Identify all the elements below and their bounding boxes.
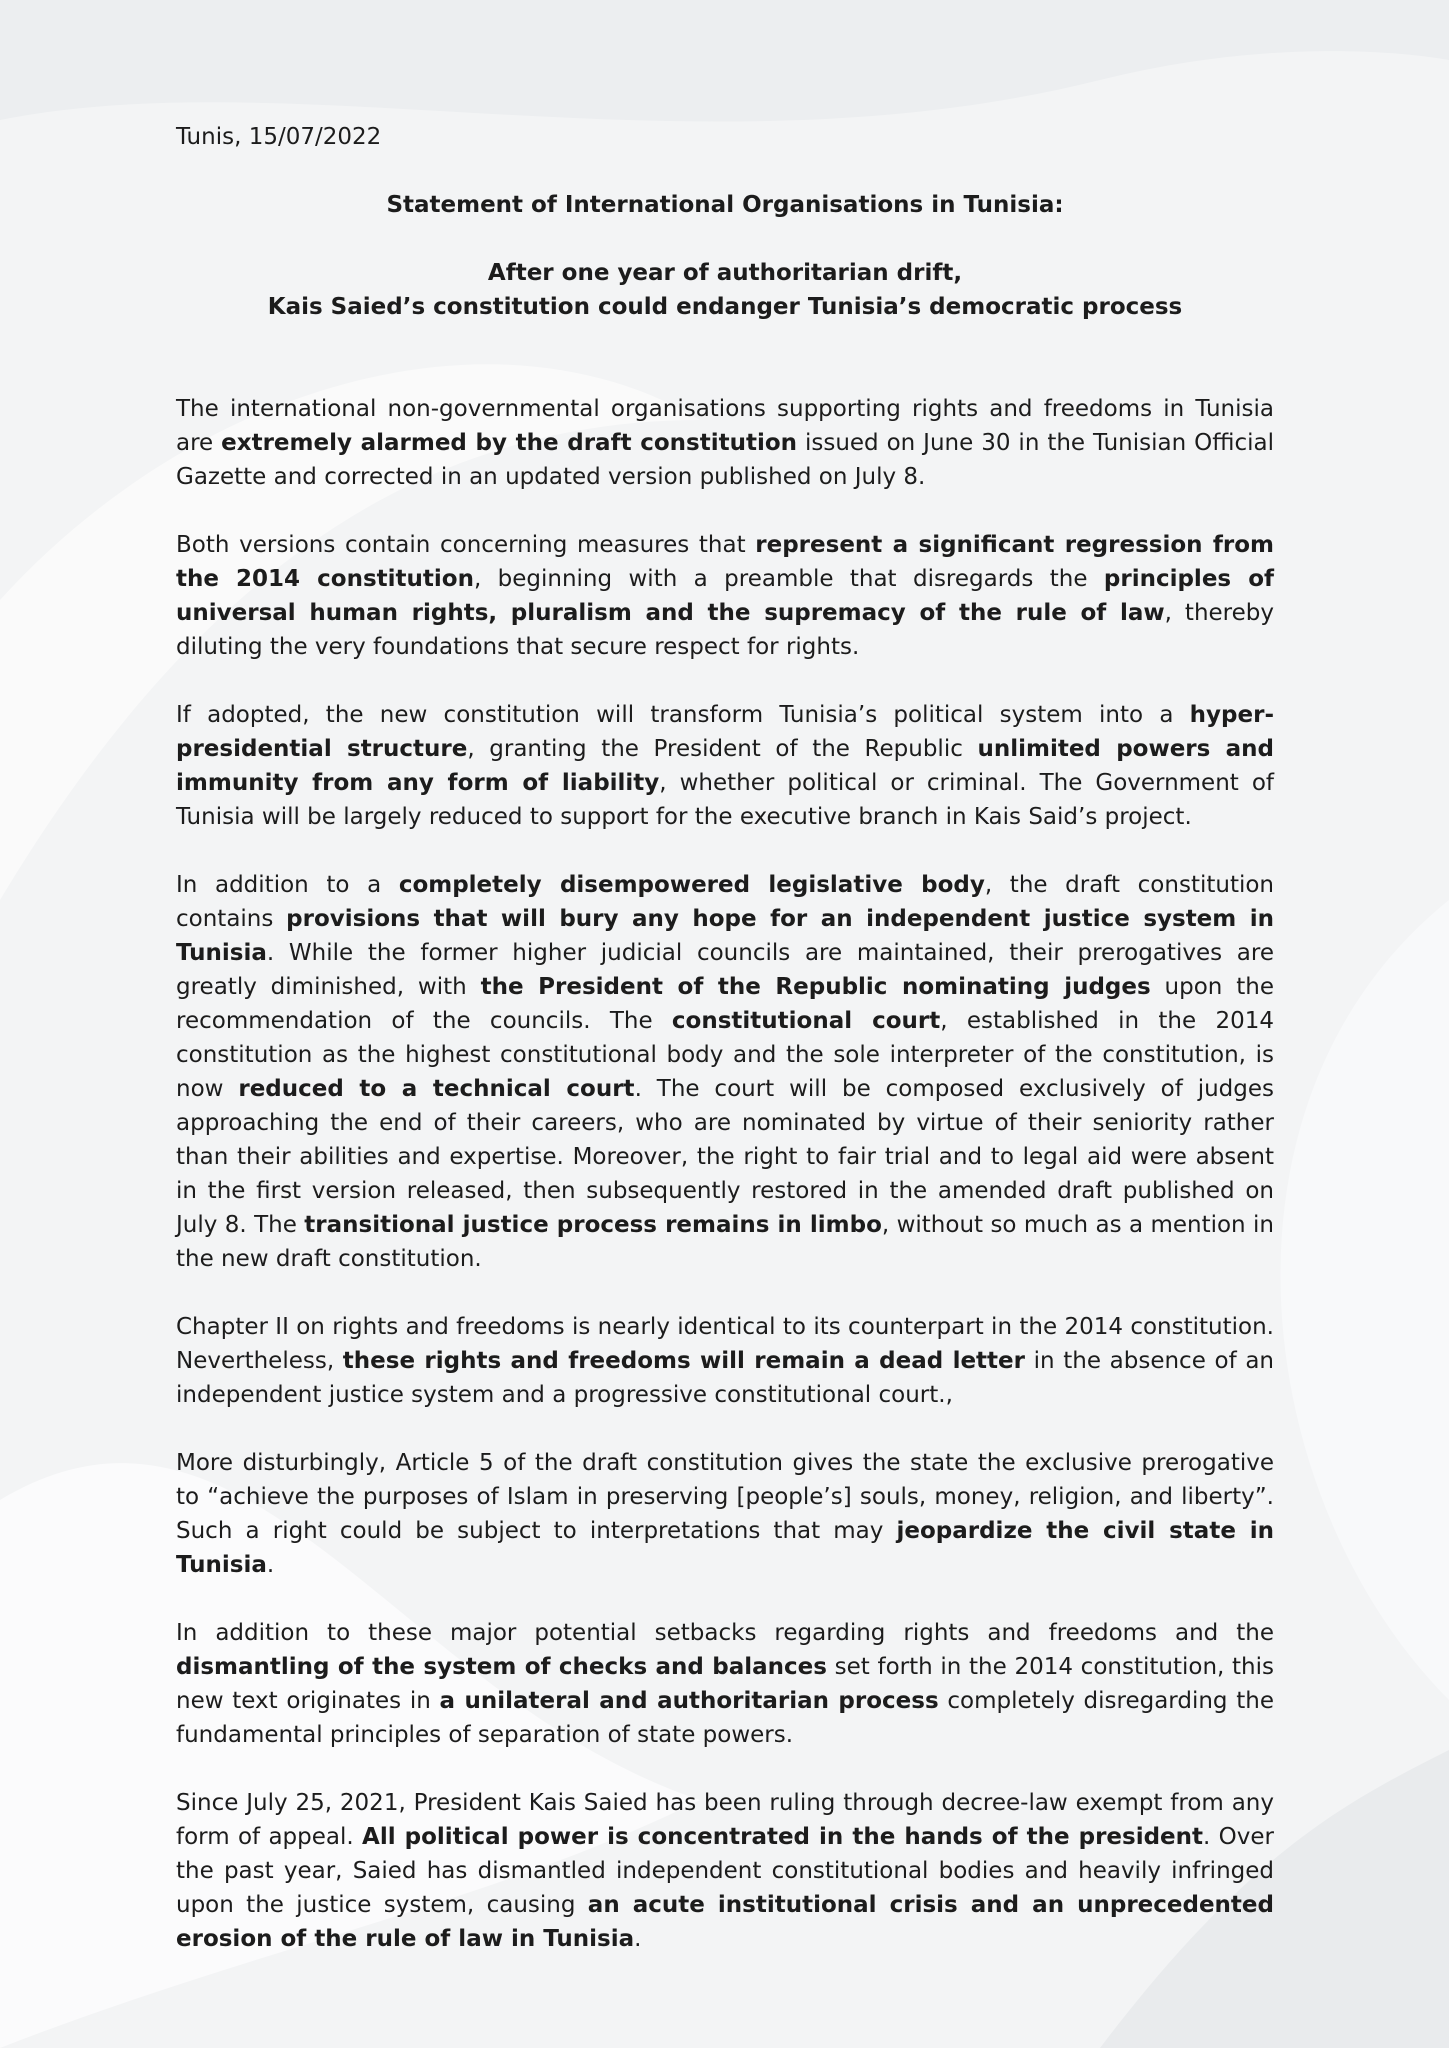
document-title: Statement of International Organisations in Tunisia: bbox=[386, 192, 1064, 218]
subtitle-line-2: Kais Saied’s constitution could endanger Tunisia’s democratic process bbox=[267, 294, 1183, 320]
body-text: If adopted, the new constitution will transform Tunisia’s political system into a bbox=[176, 702, 1190, 728]
emphasis-text: hyper-presidential structure bbox=[176, 702, 1274, 762]
emphasis-text: transitional justice process remains in limbo bbox=[304, 1212, 882, 1238]
subtitle-line-1: After one year of authoritarian drift, bbox=[487, 260, 963, 286]
body-text: , the draft constitution contains bbox=[176, 872, 1275, 932]
emphasis-text: unlimited powers and immunity from any form of liability bbox=[176, 736, 1274, 796]
body-text: . bbox=[266, 1552, 275, 1578]
paragraph bbox=[176, 392, 1274, 494]
body-text: , beginning with a preamble that disregards the bbox=[473, 566, 1104, 592]
paragraph bbox=[176, 1786, 1274, 1956]
emphasis-text: completely disempowered legislative body bbox=[398, 872, 985, 898]
emphasis-text: reduced to a technical court bbox=[238, 1076, 635, 1102]
emphasis-text: principles of universal human rights, pluralism and the supremacy of the rule of law bbox=[176, 566, 1274, 626]
body-text: . bbox=[634, 1926, 642, 1952]
emphasis-text: jeopardize the civil state in Tunisia bbox=[176, 1518, 1274, 1578]
paragraph bbox=[176, 1310, 1274, 1412]
body-text: completely disregarding the fundamental principles of separation of state powers. bbox=[176, 1688, 1275, 1748]
emphasis-text: extremely alarmed by the draft constitution bbox=[221, 430, 798, 456]
body-text: upon the recommendation of the councils. The bbox=[176, 974, 1275, 1034]
body-text: In addition to a bbox=[176, 872, 399, 898]
statement-paragraphs bbox=[176, 392, 1274, 1956]
paragraph bbox=[176, 698, 1274, 834]
body-text: , thereby diluting the very foundations that secure respect for rights. bbox=[176, 600, 1274, 660]
body-text: , established in the 2014 constitution as the highest constitutional body and the sole interpreter of the constitution, is now bbox=[176, 1008, 1274, 1102]
paragraph bbox=[176, 528, 1274, 664]
emphasis-text: a unilateral and authoritarian process bbox=[439, 1688, 939, 1714]
emphasis-text: the President of the Republic nominating judges bbox=[480, 974, 1151, 1000]
document-body bbox=[176, 120, 1274, 1990]
body-text: in the absence of an independent justice system and a progressive constitutional court., bbox=[176, 1348, 1274, 1408]
document-subtitle bbox=[176, 256, 1274, 324]
emphasis-text: an acute institutional crisis and an unprecedented erosion of the rule of law in Tunisia bbox=[176, 1892, 1274, 1952]
emphasis-text: provisions that will bury any hope for an independent justice system in Tunisia bbox=[176, 906, 1274, 966]
document-date: Tunis, 15/07/2022 bbox=[176, 124, 382, 150]
body-text: More disturbingly, Article 5 of the draft constitution gives the state the exclusive prerogative to “achieve the purposes of Islam in preserving [people’s] souls, money, religion, and liberty”. Such a right could be subject to interpretations that may bbox=[176, 1450, 1274, 1544]
paragraph bbox=[176, 868, 1274, 1276]
paragraph bbox=[176, 1446, 1274, 1582]
body-text: . The court will be composed exclusively of judges approaching the end of their careers, who are nominated by virtue of their seniority rather than their abilities and expertise. Moreover, the right to fair trial and to legal aid were absent in the first version released, then subsequently restored in the amended draft published on July 8. The bbox=[176, 1076, 1274, 1238]
emphasis-text: All political power is concentrated in the hands of the president bbox=[362, 1824, 1204, 1850]
body-text: , granting the President of the Republic bbox=[467, 736, 978, 762]
body-text: The international non-governmental organisations supporting rights and freedoms in Tunisia are bbox=[176, 396, 1274, 456]
emphasis-text: represent a significant regression from the 2014 constitution bbox=[176, 532, 1274, 592]
body-text: . Over the past year, Saied has dismantled independent constitutional bodies and heavily infringed upon the justice system, causing bbox=[176, 1824, 1274, 1918]
body-text: Since July 25, 2021, President Kais Saied has been ruling through decree-law exempt from any form of appeal. bbox=[176, 1790, 1274, 1850]
body-text: . While the former higher judicial councils are maintained, their prerogatives are greatly diminished, with bbox=[176, 940, 1274, 1000]
body-text: , whether political or criminal. The Government of Tunisia will be largely reduced to support for the executive branch in Kais Said’s project. bbox=[176, 770, 1274, 830]
emphasis-text: dismantling of the system of checks and balances bbox=[176, 1654, 827, 1680]
body-text: set forth in the 2014 constitution, this new text originates in bbox=[176, 1654, 1274, 1714]
emphasis-text: these rights and freedoms will remain a dead letter bbox=[342, 1348, 1025, 1374]
emphasis-text: constitutional court bbox=[671, 1008, 941, 1034]
body-text: In addition to these major potential setbacks regarding rights and freedoms and the bbox=[176, 1620, 1274, 1646]
body-text: issued on June 30 in the Tunisian Official Gazette and corrected in an updated version published on July 8. bbox=[176, 430, 1274, 490]
body-text: Chapter II on rights and freedoms is nearly identical to its counterpart in the 2014 constitution. Nevertheless, bbox=[176, 1314, 1274, 1374]
body-text: , without so much as a mention in the new draft constitution. bbox=[176, 1212, 1274, 1272]
paragraph bbox=[176, 1616, 1274, 1752]
body-text: Both versions contain concerning measures that bbox=[176, 532, 756, 558]
